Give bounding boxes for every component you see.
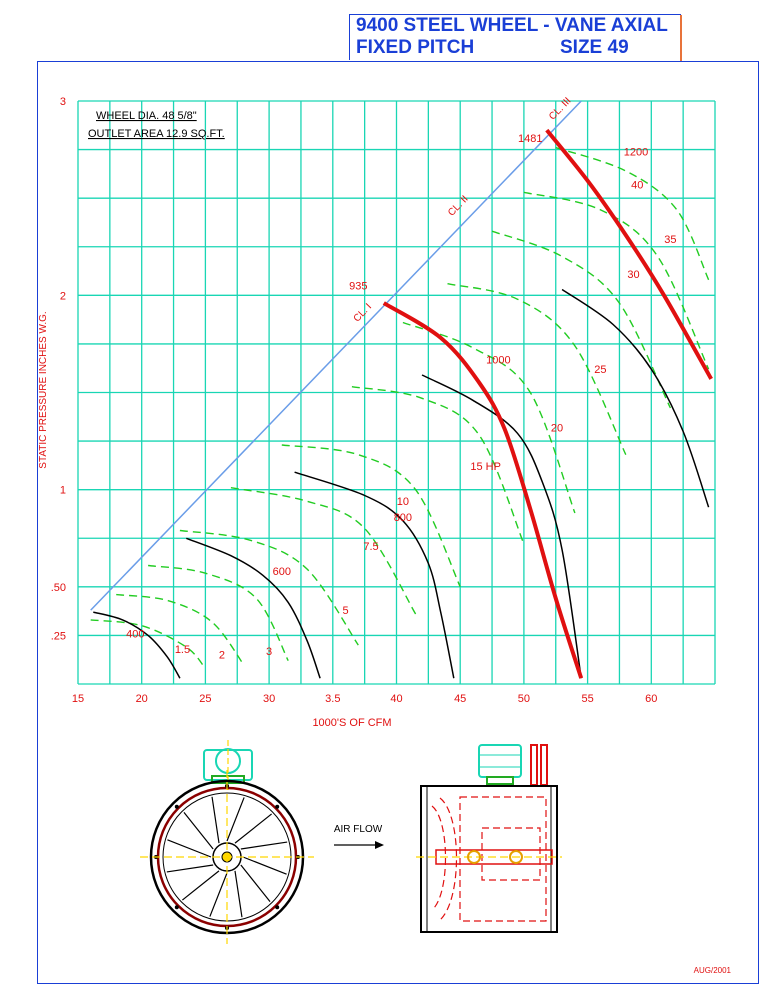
hp-curve [492,231,670,408]
fan-blade [235,871,242,917]
max-rpm-label: 935 [349,280,368,293]
x-tick-label: 15 [71,693,85,705]
rpm-curve [93,612,180,678]
hp-curve-label: 3 [266,645,273,658]
rpm-curve-label: 800 [393,511,413,524]
y-tick-label: 2 [59,290,66,303]
rpm-curve-label: 400 [126,628,145,641]
hp-curve-label: 2 [218,649,226,662]
class-limit-label: CL. III [547,95,574,123]
fan-blade [243,857,287,874]
rpm-curve-label: 1000 [486,354,511,367]
class-limit-label: CL. I [351,301,375,325]
flange-bolt [175,905,179,909]
hp-curve-label: 40 [631,179,644,192]
airflow-label: AIR FLOW [333,824,383,835]
x-tick-label: 40 [390,693,403,705]
hp-curve [231,488,416,614]
flange-bolt [275,805,279,809]
fan-blade [241,842,287,849]
y-tick-label: 1 [59,484,66,497]
fan-blade [210,873,227,917]
max-rpm-curve [547,130,711,379]
hp-curve-label: 5 [342,605,349,618]
y-axis-title: STATIC PRESSURE INCHES W.G. [38,311,49,469]
hp-curve [282,445,460,587]
y-tick-label: .50 [50,581,66,594]
hp-curve-label: 30 [627,268,640,281]
outlet-area-note: OUTLET AREA 12.9 SQ.FT. [88,128,225,140]
fan-size: SIZE 49 [560,37,629,58]
rpm-curve-label: 600 [272,566,292,579]
x-tick-label: 55 [581,693,594,705]
rpm-curve [186,538,320,678]
flange-bolt [275,905,279,909]
hp-curve-label: 25 [594,364,607,377]
motor-side [479,745,547,785]
airflow-indicator [334,824,384,849]
fan-blade [241,865,270,902]
max-rpm-curve [384,303,581,678]
chart-labels [51,96,677,705]
x-tick-label: 60 [645,693,658,705]
fan-front-view [140,740,314,944]
rpm-curve [295,472,454,678]
hp-curve-label: 1.5 [174,643,191,656]
fan-blade [167,840,211,857]
rpm-curve-label: 1200 [623,146,649,159]
x-tick-label: 3.5 [325,693,341,705]
chart-curves [91,101,712,678]
fan-blade [235,814,272,843]
x-tick-label: 25 [199,693,212,705]
x-tick-label: 50 [517,693,531,705]
x-axis-title: 1000'S OF CFM [312,717,392,729]
chart-title: 9400 STEEL WHEEL - VANE AXIAL [356,15,668,36]
hp-curve-label: 7.5 [363,540,379,553]
fan-blade [184,812,213,849]
hp-curve-label: 15 HP [470,461,501,474]
hp-curve-label: 10 [396,496,409,509]
fan-blade [167,865,213,872]
class-limit-label: CL. II [446,193,471,219]
max-rpm-label: 1481 [518,132,543,145]
y-tick-label: 3 [59,96,66,108]
y-tick-label: .25 [50,630,66,643]
flange-bolt [175,805,179,809]
fan-blade [227,797,244,841]
pitch-type: FIXED PITCH [356,37,475,58]
drawing-date: AUG/2001 [693,966,731,975]
x-tick-label: 20 [135,693,148,705]
fan-blade [182,871,219,900]
hp-curve-label: 35 [664,233,677,246]
hp-curve-label: 20 [550,422,564,435]
wheel-diameter-note: WHEEL DIA. 48 5/8" [96,110,197,122]
fan-blade [212,797,219,843]
x-tick-label: 30 [262,693,276,705]
fan-side-view [416,745,562,932]
rpm-curve [562,290,709,508]
x-tick-label: 45 [454,693,467,705]
